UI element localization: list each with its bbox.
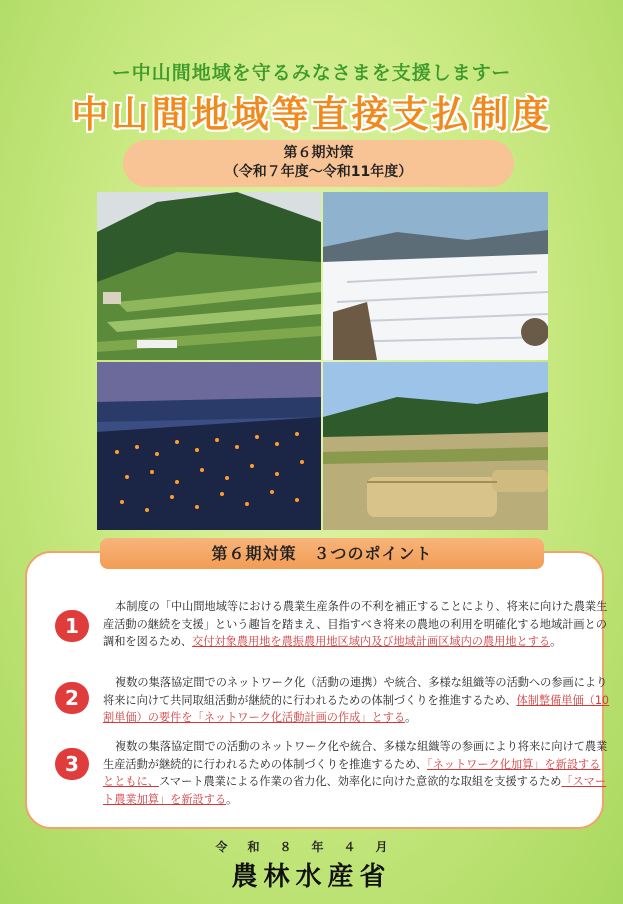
point-text-underlined: 「ネットワーク化加算」を新設するとともに、	[103, 757, 601, 788]
point-text	[103, 738, 611, 808]
page-title: 中山間地域等直接支払制度	[71, 93, 552, 136]
point-text	[103, 674, 611, 727]
rice-drying-racks-photo	[323, 362, 548, 530]
points-box	[25, 551, 610, 829]
subtitle: ー中山間地域を守るみなさまを支援しますー	[111, 62, 512, 84]
point-text-mid: スマート農業による作業の省力化、効率化に向けた意欲的な取組を支援するため	[158, 775, 562, 788]
term-label: 第６期対策	[283, 145, 354, 161]
photo-grid	[97, 192, 548, 530]
point-text-plain: 本制度の「中山間地域等における農業生産条件の不利を補正することにより、将来に向けた農業生産活動の継続を支援」という趣旨を踏まえ、目指すべき将来の農地の利用を明確化する地域計画との調和を図るため、	[103, 600, 608, 648]
point-text-underlined: 体制整備単価（10割単価）の要件を「ネットワーク化活動計画の作成」とする	[103, 693, 610, 724]
point-number: 3	[55, 748, 89, 780]
terraced-fields-spring-photo	[97, 192, 321, 360]
point-text	[103, 598, 611, 651]
point-text-tail: 。	[226, 792, 238, 806]
point-text-underlined: 交付対象農用地を農振農用地区域内及び地域計画区域内の農用地とする	[192, 635, 551, 648]
terraced-fields-night-lights-photo	[97, 362, 321, 530]
points-header: 第６期対策 ３つのポイント	[100, 538, 544, 569]
publication-date: 令和８年４月	[215, 840, 408, 854]
ministry-name: 農林水産省	[231, 862, 392, 892]
point-text-tail: 。	[405, 711, 417, 724]
term-badge	[123, 140, 514, 187]
point-text-plain: 複数の集落協定間での活動のネットワーク化や統合、多様な組織等の参画により将来に向けて農業生産活動が継続的に行われるための体制づくりを推進するため、	[103, 740, 608, 771]
term-years: （令和７年度～令和11年度）	[224, 164, 413, 180]
point-number: 1	[55, 610, 89, 642]
point-number: 2	[55, 682, 89, 714]
point-text-underlined-2: 「スマート農業加算」を新設する	[103, 775, 607, 806]
point-text-plain: 複数の集落協定間でのネットワーク化（活動の連携）や統合、多様な組織等の活動への参画により将来に向けて共同取組活動が継続的に行われるための体制づくりを推進するため、	[103, 676, 608, 707]
point-text-tail: 。	[550, 635, 562, 648]
snowy-terraced-fields-photo	[323, 192, 548, 360]
